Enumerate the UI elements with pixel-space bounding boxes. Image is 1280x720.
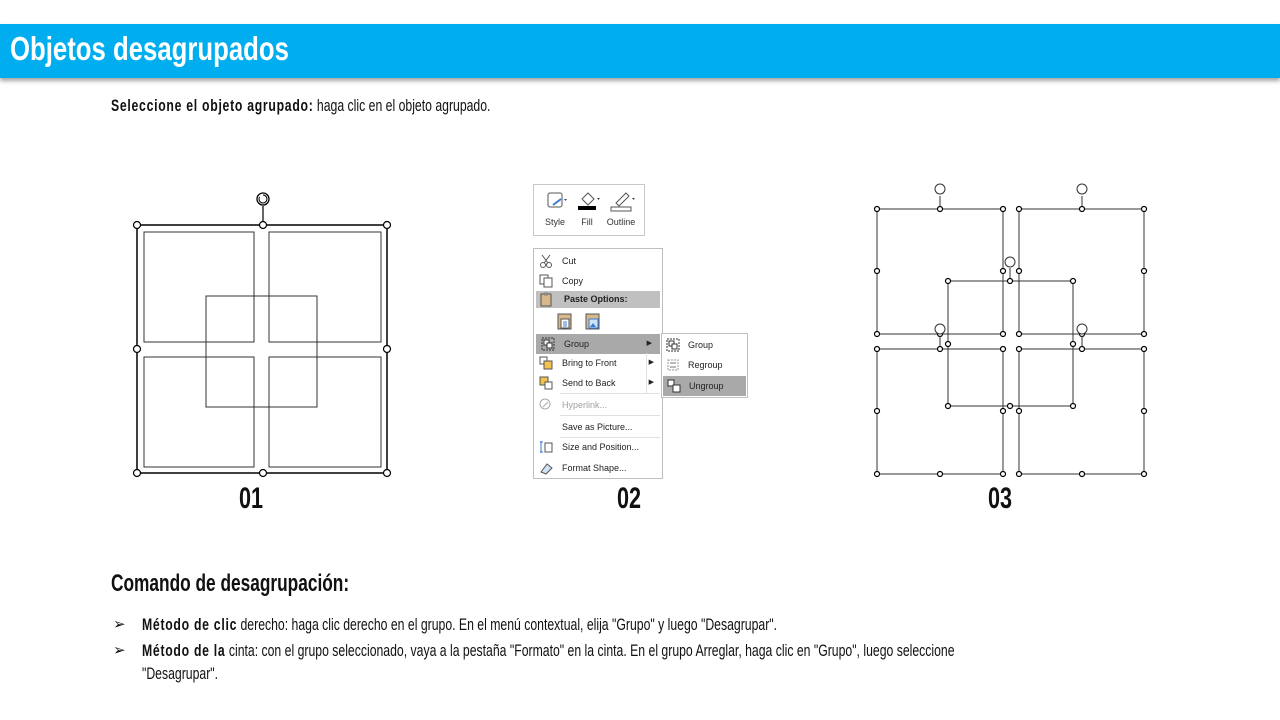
instruction-rest: haga clic en el objeto agrupado. — [313, 96, 491, 115]
menu-item-bring-to-front[interactable]: Bring to Front ▶ — [534, 353, 662, 373]
rotate-handle-icon — [935, 324, 945, 334]
submenu-arrow-icon: ▶ — [648, 379, 654, 386]
submenu-arrow-icon: ▶ — [646, 340, 652, 347]
rotate-handle-icon[interactable] — [257, 193, 269, 205]
menu-item-size-and-position[interactable]: Size and Position... — [534, 437, 662, 457]
square-bottom-right — [269, 357, 381, 467]
submenu-item-regroup[interactable]: Regroup — [662, 355, 747, 375]
copy-icon — [539, 274, 553, 288]
bullet-item-right-click: Método de clic derecho: haga clic derecho en el grupo. En el menú contextual, elija "Grupo" y luego "Desagrupar". — [142, 615, 778, 634]
submenu-arrow-icon: ▶ — [648, 359, 654, 366]
bullet-item-ribbon: Método de la cinta: con el grupo seleccionado, vaya a la pestaña "Formato" en la cinta. En el grupo Arreglar, haga clic en "Grupo", luego seleccione "Desagrupar". — [142, 641, 955, 683]
ungrouped-objects-figure[interactable] — [870, 180, 1155, 480]
slide-title: Objetos desagrupados — [10, 30, 289, 67]
hyperlink-icon — [539, 398, 553, 412]
menu-item-save-as-picture[interactable]: Save as Picture... — [562, 422, 633, 432]
paste-as-picture-icon[interactable] — [584, 311, 602, 333]
group-icon — [666, 338, 680, 352]
paste-keep-formatting-icon[interactable] — [556, 311, 574, 333]
rotate-handle-icon — [935, 184, 945, 194]
square-top-left — [144, 232, 254, 342]
style-icon — [542, 189, 568, 211]
outline-button[interactable]: Outline — [604, 189, 638, 227]
outline-pen-icon — [606, 189, 636, 213]
shape-bottom-right[interactable] — [1017, 324, 1147, 477]
instruction-bold: Seleccione el objeto agrupado: — [111, 96, 314, 115]
size-position-icon — [539, 440, 553, 454]
clipboard-icon — [539, 292, 553, 307]
style-button[interactable]: Style — [538, 189, 572, 227]
fill-button[interactable]: Fill — [570, 189, 604, 227]
scissors-icon — [539, 254, 553, 268]
submenu-item-ungroup[interactable]: Ungroup — [663, 376, 746, 396]
rotate-handle-icon — [1077, 184, 1087, 194]
bullet-arrow-icon: ➢ — [113, 616, 126, 633]
instruction-text — [111, 96, 490, 116]
shape-top-left[interactable] — [875, 184, 1006, 337]
paste-options-header: Paste Options: — [536, 291, 660, 308]
menu-item-cut[interactable]: Cut — [534, 251, 662, 271]
menu-item-hyperlink[interactable]: Hyperlink... — [534, 395, 662, 415]
regroup-icon — [666, 358, 680, 372]
group-submenu — [661, 333, 748, 398]
title-bar — [0, 24, 1280, 78]
format-shape-icon — [539, 461, 553, 475]
figure-label-01: 01 — [239, 482, 264, 515]
send-to-back-icon — [539, 376, 553, 390]
rotate-handle-icon — [1005, 257, 1015, 267]
command-heading: Comando de desagrupación: — [111, 570, 350, 597]
shape-top-right[interactable] — [1017, 184, 1147, 337]
menu-item-copy[interactable]: Copy — [534, 271, 662, 291]
square-center — [206, 296, 317, 407]
grouped-object-figure[interactable] — [128, 186, 398, 482]
shape-bottom-left[interactable] — [875, 324, 1006, 477]
square-bottom-left — [144, 357, 254, 467]
fill-bucket-icon — [574, 189, 600, 213]
menu-item-format-shape[interactable]: Format Shape... — [534, 458, 662, 478]
rotate-handle-icon — [1077, 324, 1087, 334]
context-menu — [533, 248, 663, 479]
shape-styles-ribbon — [533, 184, 645, 236]
menu-item-group[interactable]: Group ▶ — [536, 334, 660, 354]
submenu-item-group[interactable]: Group — [662, 335, 747, 355]
figure-label-02: 02 — [617, 482, 642, 515]
group-bounding-box — [137, 225, 387, 473]
bullet-arrow-icon: ➢ — [113, 642, 126, 659]
square-top-right — [269, 232, 381, 342]
group-icon — [541, 337, 555, 351]
ungroup-icon — [667, 379, 681, 393]
shape-center[interactable] — [946, 257, 1076, 409]
figure-label-03: 03 — [988, 482, 1013, 515]
menu-item-send-to-back[interactable]: Send to Back ▶ — [534, 373, 662, 393]
bring-to-front-icon — [539, 356, 553, 370]
